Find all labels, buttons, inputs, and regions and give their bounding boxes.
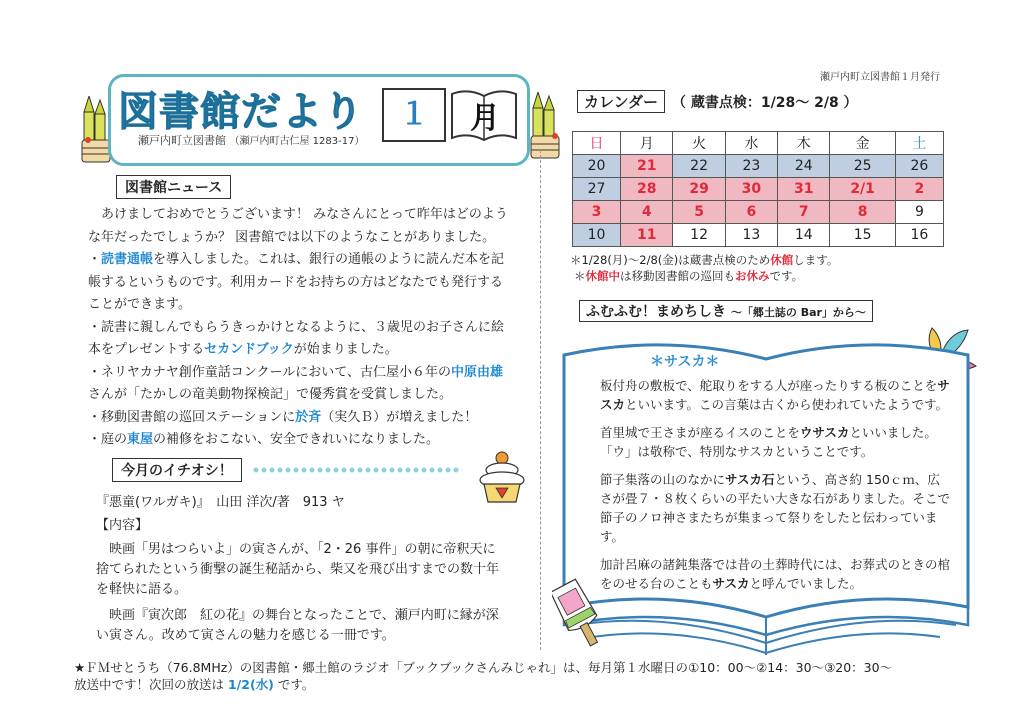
weekday-cell: 火: [673, 132, 725, 155]
calendar-day-closed: 3: [573, 201, 621, 224]
weekday-cell: 日: [573, 132, 621, 155]
calendar-day: 25: [830, 155, 895, 178]
fumufumu-title: ふむふむ！まめちしき: [586, 304, 726, 320]
month-number: １: [382, 88, 446, 142]
news-body: [88, 204, 508, 452]
calendar-week-row: [573, 224, 944, 247]
news-item-contest: ・ネリヤカナヤ創作童話コンクールにおいて、古仁屋小６年の中原由雄さんが「たかしの竜美動物探検記」で優秀賞を受賞しました。: [88, 364, 503, 402]
calendar-day-closed: 2/1: [830, 178, 895, 201]
calendar-week-row: [573, 201, 944, 224]
calendar-day-closed: 7: [778, 201, 830, 224]
column-divider: [540, 150, 541, 650]
library-name: [138, 132, 364, 148]
calendar-day-closed: 31: [778, 178, 830, 201]
calendar-day-closed: 30: [725, 178, 777, 201]
calendar-day: 20: [573, 155, 621, 178]
calendar-day: 22: [673, 155, 725, 178]
pick-book-info: 『悪童(ワルガキ)』 山田 洋次/著 913 ヤ: [96, 495, 345, 510]
calendar-week-row: [573, 178, 944, 201]
calendar-week-row: [573, 155, 944, 178]
calendar-note: （ 蔵書点検：1/28～ 2/8 ）: [672, 95, 858, 111]
calendar-day-closed: 21: [621, 155, 673, 178]
calendar-day: 24: [778, 155, 830, 178]
calendar-day: 16: [895, 224, 943, 247]
sasuka-paragraph: 首里城で王さまが座るイスのことをウサスカといいました。「ウ」は敬称で、特別なサスカということです。: [600, 425, 937, 459]
sasuka-paragraph: 節子集落の山のなかにサスカ石という、高さ約 150ｃｍ、広さが畳７・８枚くらいの平たい大きな石がありました。そこで節子のノロ神さまたちが集まって祭りをしたと伝わっています。: [600, 472, 951, 544]
weekday-cell: 木: [778, 132, 830, 155]
kagamimochi-icon: [474, 450, 530, 504]
calendar-day-closed: 2: [895, 178, 943, 201]
dotted-divider: [252, 466, 462, 474]
calendar-day-closed: 28: [621, 178, 673, 201]
calendar-footnote: ＊休館中は移動図書館の巡回もお休みです。: [574, 269, 804, 283]
weekday-cell: 土: [895, 132, 943, 155]
radio-footer-line: ★ＦＭせとうち（76.8MHz）の図書館・郷土館のラジオ「ブックブックさんみじゃれ」は、毎月第１水曜日の①10：00～②14：30～③20：30～: [74, 660, 893, 675]
sasuka-paragraph: 加計呂麻の諸鈍集落では昔の土葬時代には、お葬式のときの棺をのせる台のこともサスカと呼んでいました。: [600, 557, 951, 591]
weekday-cell: 月: [621, 132, 673, 155]
hagoita-icon: [552, 578, 604, 650]
news-item-gazebo: ・庭の東屋の補修をおこない、安全できれいになりました。: [88, 432, 440, 447]
calendar-day: 26: [895, 155, 943, 178]
pick-paragraph: 映画『寅次郎 紅の花』の舞台となったことで、瀬戸内町に縁が深い寅さん。改めて寅さんの魅力を感じる一冊です。: [96, 608, 499, 643]
radio-footer-line: 放送中です！次回の放送は 1/2(水) です。: [74, 677, 315, 692]
calendar-day: 13: [725, 224, 777, 247]
library-name-text: 瀬戸内町立図書館: [138, 134, 226, 147]
news-heading: 図書館ニュース: [116, 175, 231, 199]
publisher-line: 瀬戸内町立図書館１月発行: [820, 72, 940, 83]
calendar-day: 9: [895, 201, 943, 224]
calendar-table: [572, 131, 944, 247]
page-title: 図書館だより: [118, 89, 364, 135]
sasuka-title: ＊サスカ＊: [650, 354, 720, 370]
calendar-day-closed: 4: [621, 201, 673, 224]
radio-footer: [74, 659, 954, 693]
news-item-second-book: ・読書に親しんでもらうきっかけとなるように、３歳児のお子さんに絵本をプレゼントするセカンドブックが始まりました。: [88, 319, 505, 357]
weekday-cell: 金: [830, 132, 895, 155]
calendar-day-closed: 6: [725, 201, 777, 224]
calendar-heading: カレンダー: [577, 90, 665, 113]
pick-content-label: 【内容】: [96, 518, 149, 533]
open-book-month-icon: [448, 88, 520, 142]
fumufumu-heading: [579, 300, 873, 322]
calendar-day: 23: [725, 155, 777, 178]
news-item-reading-passbook: ・読書通帳を導入しました。これは、銀行の通帳のように読んだ本を記帳するというものです。利用カードをお持ちの方はどなたでも発行することができます。: [88, 252, 505, 312]
weekday-cell: 水: [725, 132, 777, 155]
calendar-day: 14: [778, 224, 830, 247]
kadomatsu-right-icon: [528, 92, 562, 162]
pick-paragraph: 映画「男はつらいよ」の寅さんが、「2・26 事件」の朝に帝釈天に捨てられたという衝撃の誕生秘話から、柴又を飛び出すまでの数十年を軽快に語る。: [96, 542, 500, 597]
calendar-day-closed: 11: [621, 224, 673, 247]
calendar-day-closed: 5: [673, 201, 725, 224]
calendar-day-closed: 29: [673, 178, 725, 201]
pick-heading: 今月のイチオシ！: [112, 458, 242, 482]
calendar-day: 15: [830, 224, 895, 247]
month-kanji: 月: [470, 101, 500, 136]
sasuka-body: [600, 376, 950, 602]
fumufumu-subtitle: ～「郷土誌の Bar」から～: [730, 306, 866, 319]
calendar-footnote: ＊1/28(月)～2/8(金)は蔵書点検のため休館します。: [570, 253, 839, 267]
calendar-day: 27: [573, 178, 621, 201]
news-intro: あけましておめでとうございます！ みなさんにとって昨年はどのような年だったでしょうか？ 図書館では以下のようなことがありました。: [88, 207, 508, 245]
calendar-footnotes: [570, 252, 838, 284]
sasuka-paragraph: 板付舟の敷板で、舵取りをする人が座ったりする板のことをサスカといいます。この言葉は古くから使われていたようです。: [600, 378, 950, 412]
news-item-mobile-library: ・移動図書館の巡回ステーションに於斉（実久Ｂ）が増えました！: [88, 409, 478, 425]
pick-body: [96, 540, 508, 646]
calendar-day-closed: 8: [830, 201, 895, 224]
calendar-weekday-row: [573, 132, 944, 155]
library-address: （瀬戸内町古仁屋 1283-17）: [229, 136, 365, 147]
calendar-day: 10: [573, 224, 621, 247]
calendar-day: 12: [673, 224, 725, 247]
